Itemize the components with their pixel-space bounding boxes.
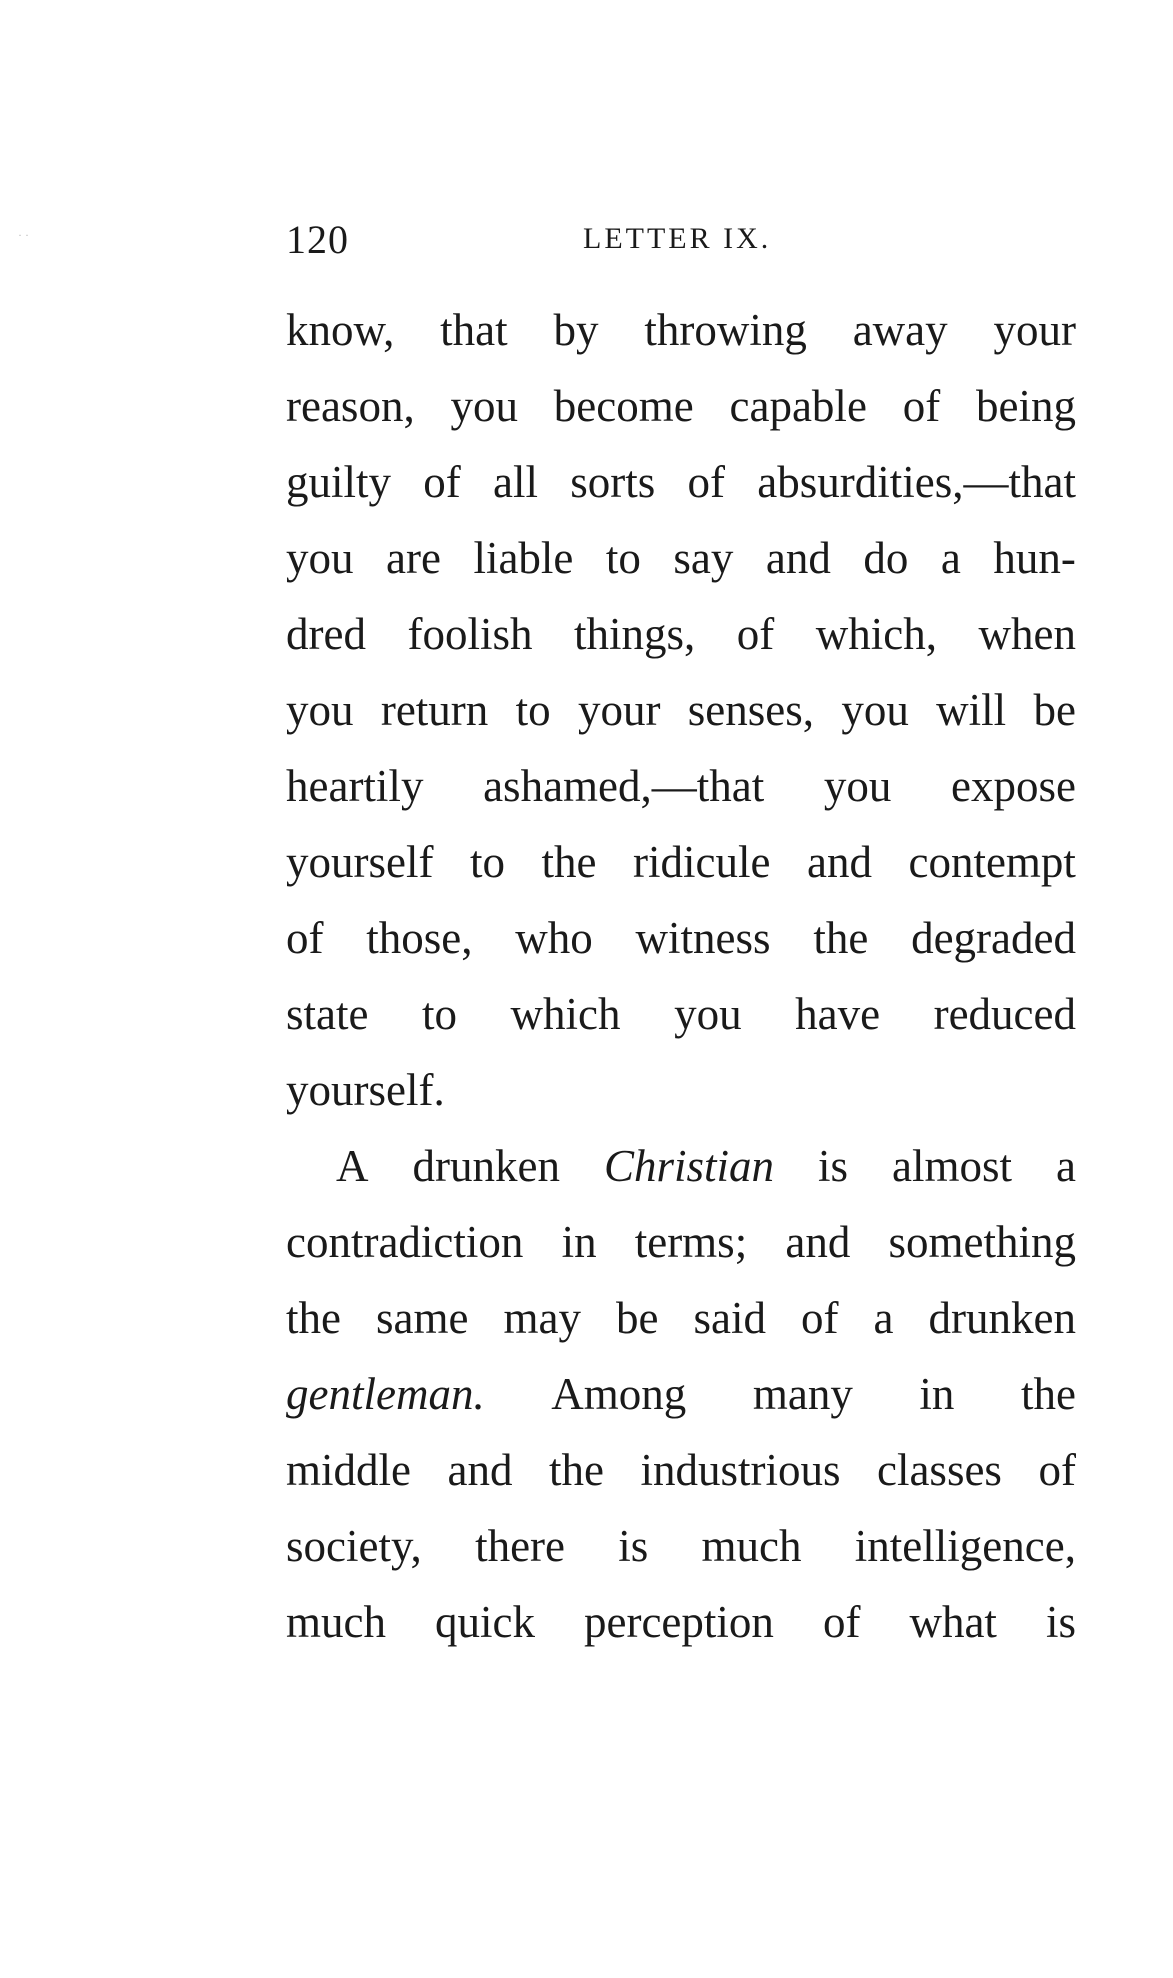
word: have [795, 989, 881, 1039]
word: contempt [908, 837, 1076, 887]
word: contradiction [286, 1217, 524, 1267]
word: those, [366, 913, 473, 963]
page-number: 120 [286, 217, 349, 262]
word: liable [473, 533, 574, 583]
word: in [919, 1369, 955, 1419]
word: drunken [412, 1141, 560, 1191]
word: drunken [928, 1293, 1076, 1343]
word: your [993, 305, 1076, 355]
word: senses, [687, 685, 815, 735]
word: absurdities,—that [757, 457, 1076, 507]
word: when [978, 609, 1076, 659]
word: and [806, 837, 872, 887]
word: classes [876, 1445, 1002, 1495]
word: dred [286, 609, 366, 659]
word: you [674, 989, 742, 1039]
scan-speck: · · [18, 228, 29, 242]
word: to [515, 685, 551, 735]
word: a [873, 1293, 894, 1343]
word: yourself. [286, 1065, 445, 1115]
word: degraded [911, 913, 1076, 963]
word: is [817, 1141, 848, 1191]
word: there [475, 1521, 565, 1571]
word: away [852, 305, 948, 355]
text-line [286, 748, 1076, 824]
word: of [902, 381, 941, 431]
word: A [336, 1141, 369, 1191]
page-header [286, 216, 1076, 266]
text-line [286, 1128, 1076, 1204]
word: your [577, 685, 661, 735]
word: things, [573, 609, 696, 659]
word: a [1055, 1141, 1076, 1191]
text-line [286, 444, 1076, 520]
word: ashamed,—that [483, 761, 765, 811]
word: many [752, 1369, 853, 1419]
word: industrious [640, 1445, 841, 1495]
word: of [687, 457, 726, 507]
word: that [440, 305, 508, 355]
word: being [976, 381, 1076, 431]
word: quick [435, 1597, 535, 1647]
word: what [909, 1597, 997, 1647]
word: the [286, 1293, 341, 1343]
word: who [515, 913, 593, 963]
text-line [286, 520, 1076, 596]
text-line [286, 1356, 1076, 1432]
word: expose [951, 761, 1076, 811]
word: to [469, 837, 505, 887]
word: state [286, 989, 369, 1039]
text-line [286, 976, 1076, 1052]
word: Christian [603, 1141, 774, 1191]
text-line [286, 1280, 1076, 1356]
word: the [1021, 1369, 1076, 1419]
word: and [765, 533, 831, 583]
word: of [736, 609, 775, 659]
word: almost [891, 1141, 1012, 1191]
word: you [450, 381, 518, 431]
word: foolish [407, 609, 533, 659]
word: of [286, 913, 324, 963]
word: of [801, 1293, 839, 1343]
word: society, [286, 1521, 422, 1571]
word: is [1045, 1597, 1076, 1647]
text-line [286, 368, 1076, 444]
word: become [553, 381, 694, 431]
text-line [286, 1432, 1076, 1508]
word: guilty [286, 457, 392, 507]
word: sorts [570, 457, 656, 507]
word: the [548, 1445, 604, 1495]
word: terms; [634, 1217, 748, 1267]
word: be [615, 1293, 659, 1343]
word: say [673, 533, 734, 583]
word: of [822, 1597, 861, 1647]
word: you [286, 533, 354, 583]
word: the [813, 913, 869, 963]
body-text [286, 292, 1076, 1660]
word: you [286, 685, 354, 735]
text-line [286, 292, 1076, 368]
word: will [936, 685, 1007, 735]
word: reduced [933, 989, 1076, 1039]
word: middle [286, 1445, 411, 1495]
word: of [1038, 1445, 1076, 1495]
word: the [541, 837, 597, 887]
word: a [940, 533, 961, 583]
word: intelligence, [854, 1521, 1076, 1571]
word: you [841, 685, 909, 735]
text-line [286, 1584, 1076, 1660]
word: said [693, 1293, 766, 1343]
word: heartily [286, 761, 424, 811]
word: perception [584, 1597, 774, 1647]
word: hun- [993, 533, 1076, 583]
word: by [553, 305, 599, 355]
word: be [1033, 685, 1076, 735]
word: which, [815, 609, 937, 659]
word: of [423, 457, 461, 507]
word: much [701, 1521, 802, 1571]
word: you [823, 761, 892, 811]
word: Among [551, 1369, 687, 1419]
word: something [888, 1217, 1076, 1267]
running-title: LETTER IX. [583, 222, 772, 255]
word: know, [286, 305, 395, 355]
word: witness [635, 913, 771, 963]
word: and [785, 1217, 851, 1267]
word: yourself [286, 837, 434, 887]
word: capable [729, 381, 867, 431]
word: ridicule [633, 837, 771, 887]
word: in [561, 1217, 597, 1267]
text-line [286, 672, 1076, 748]
word: to [605, 533, 641, 583]
word: gentleman. [286, 1369, 485, 1419]
word: much [286, 1597, 386, 1647]
word: throwing [644, 305, 807, 355]
word: do [863, 533, 909, 583]
text-line [286, 824, 1076, 900]
text-line [286, 596, 1076, 672]
word: and [447, 1445, 513, 1495]
text-line [286, 900, 1076, 976]
word: all [493, 457, 538, 507]
word: return [380, 685, 489, 735]
word: is [618, 1521, 649, 1571]
text-line [286, 1508, 1076, 1584]
word: may [503, 1293, 581, 1343]
text-line [286, 1204, 1076, 1280]
word: to [422, 989, 458, 1039]
word: reason, [286, 381, 415, 431]
text-line [286, 1052, 1076, 1128]
word: are [386, 533, 441, 583]
word: same [376, 1293, 469, 1343]
word: which [510, 989, 621, 1039]
